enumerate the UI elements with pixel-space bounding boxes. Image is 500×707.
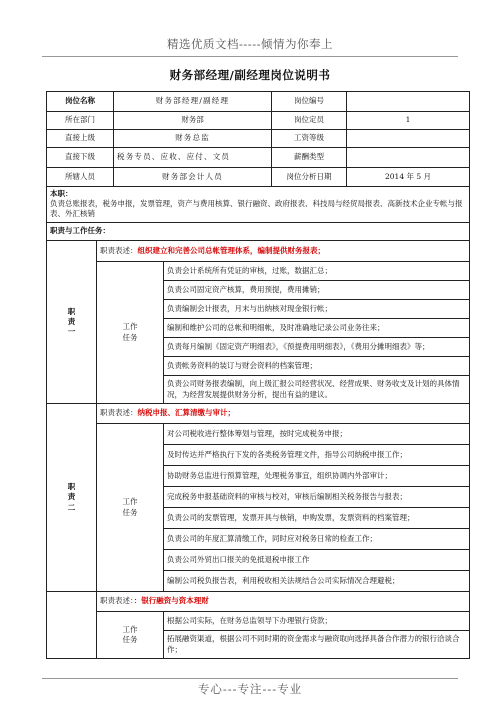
duty-1-task: 负责每月编制《固定资产明细表》，《预提费用明细表》，《费用分摊明细表》等； [164,338,470,357]
job-description-table [46,91,470,659]
duty-2-task: 编制公司税负报告表，利用税收相关法规结合公司实际情况合理避税； [164,571,470,592]
footer-divider [42,678,458,679]
duty-3-task-label: 工作 任务 [97,612,164,659]
row-summary [47,187,470,223]
subordinate-value: 税务专员、应收、应付、文员 [114,148,272,168]
duty-2-task: 及时传达并严格执行下发的各类税务管理文件，指导公司纳税申报工作； [164,445,470,466]
superior-label: 直接上级 [47,130,114,148]
superior-value: 财务总监 [114,130,272,148]
duty-2-description-row [47,404,470,424]
pay-type-value [347,148,470,168]
department-label: 所在部门 [47,112,114,130]
duty-1-task: 负责编制会计报表，月末与出纳核对现金银行帐； [164,300,470,319]
duty-1-task: 负责会计系统所有凭证的审核，过账，数据汇总； [164,262,470,281]
headcount-label: 岗位定员 [272,112,347,130]
salary-grade-value [347,130,470,148]
row-subordinate [47,148,470,168]
pay-type-label: 薪酬类型 [272,148,347,168]
analysis-date-label: 岗位分析日期 [272,168,347,187]
duty-2-task: 协助财务总监进行预算管理，处理税务事宜，组织协调内外部审计； [164,466,470,487]
row-staff [47,168,470,187]
duty-2-task-label: 工作 任务 [97,424,164,592]
duty-1-task: 编制和维护公司的总帐和明细帐，及时准确地记录公司业务往来； [164,319,470,338]
row-duties-heading [47,223,470,241]
header-banner: 精选优质文档-----倾情为你奉上 [167,37,333,51]
analysis-date-value: 2014 年 5 月 [347,168,470,187]
salary-grade-label: 工资等级 [272,130,347,148]
row-superior [47,130,470,148]
summary-cell [47,187,470,223]
duty-2-label: 职 责 二 [47,404,97,592]
duty-1-task: 负责帐务资料的装订与财会资料的档案管理； [164,357,470,376]
duty-3-label [47,592,97,659]
staff-label: 所辖人员 [47,168,114,187]
duty-2-description: 职责表述：纳税申报、汇算清缴与审计； [97,404,470,424]
summary-heading: 本职： [50,189,73,198]
duty-3-task: 拓展融资渠道，根据公司不同时期的资金需求与融资取向选择具备合作潜力的银行洽谈合作； [164,631,470,659]
position-name-label: 岗位名称 [47,92,114,112]
duty-2-task: 负责公司的年度汇算清缴工作，同时应对税务日常的检查工作； [164,529,470,550]
duties-heading: 职责与工作任务： [47,223,470,241]
staff-value: 财务部会计人员 [114,168,272,187]
duty-1-label: 职 责 一 [47,241,97,404]
duty-1-task: 负责公司财务报表编制，向上级汇报公司经营状况、经营成果、财务收支及计划的具体情况，为经营发展提供财务分析，提出有益的建议。 [164,376,470,404]
summary-text: 负责总账报表，税务申报，发票管理，资产与费用核算、银行融资、政府报表、科技局与经贸局报表、高新技术企业专帐与报表、外汇核销 [50,199,463,219]
duty-3-task: 根据公司实际，在财务总监领导下办理银行贷款； [164,612,470,631]
subordinate-label: 直接下级 [47,148,114,168]
duty-3-description-row [47,592,470,612]
duty-2-task: 对公司税收进行整体筹划与管理，按时完成税务申报； [164,424,470,445]
department-value: 财务部 [114,112,272,130]
position-code-value [347,92,470,112]
headcount-value: 1 [347,112,470,130]
duty-1-description: 职责表述：组织建立和完善公司总帐管理体系，编制提供财务报表； [97,241,470,262]
duty-1-task: 负责公司固定资产核算，费用预提，费用摊销； [164,281,470,300]
duty-2-task: 负责公司外贸出口报关的免抵退税申报工作 [164,550,470,571]
duty-2-task: 负责公司的发票管理，发票开具与核销，申购发票，发票资料的档案管理； [164,508,470,529]
duty-3-description: 职责表述：：银行融资与资本理财 [97,592,470,612]
duty-2-task: 完成税务申报基础资料的审核与校对，审核后编制相关税务报告与报表； [164,487,470,508]
position-code-label: 岗位编号 [272,92,347,112]
row-position-name [47,92,470,112]
duty-1-task-label: 工作 任务 [97,262,164,404]
row-department [47,112,470,130]
position-name-value: 财务部经理/副经理 [114,92,272,112]
footer-banner: 专心---专注---专业 [197,682,303,696]
document-title: 财务部经理/副经理岗位说明书 [169,68,331,82]
header-divider [42,56,458,57]
duty-1-description-row [47,241,470,262]
